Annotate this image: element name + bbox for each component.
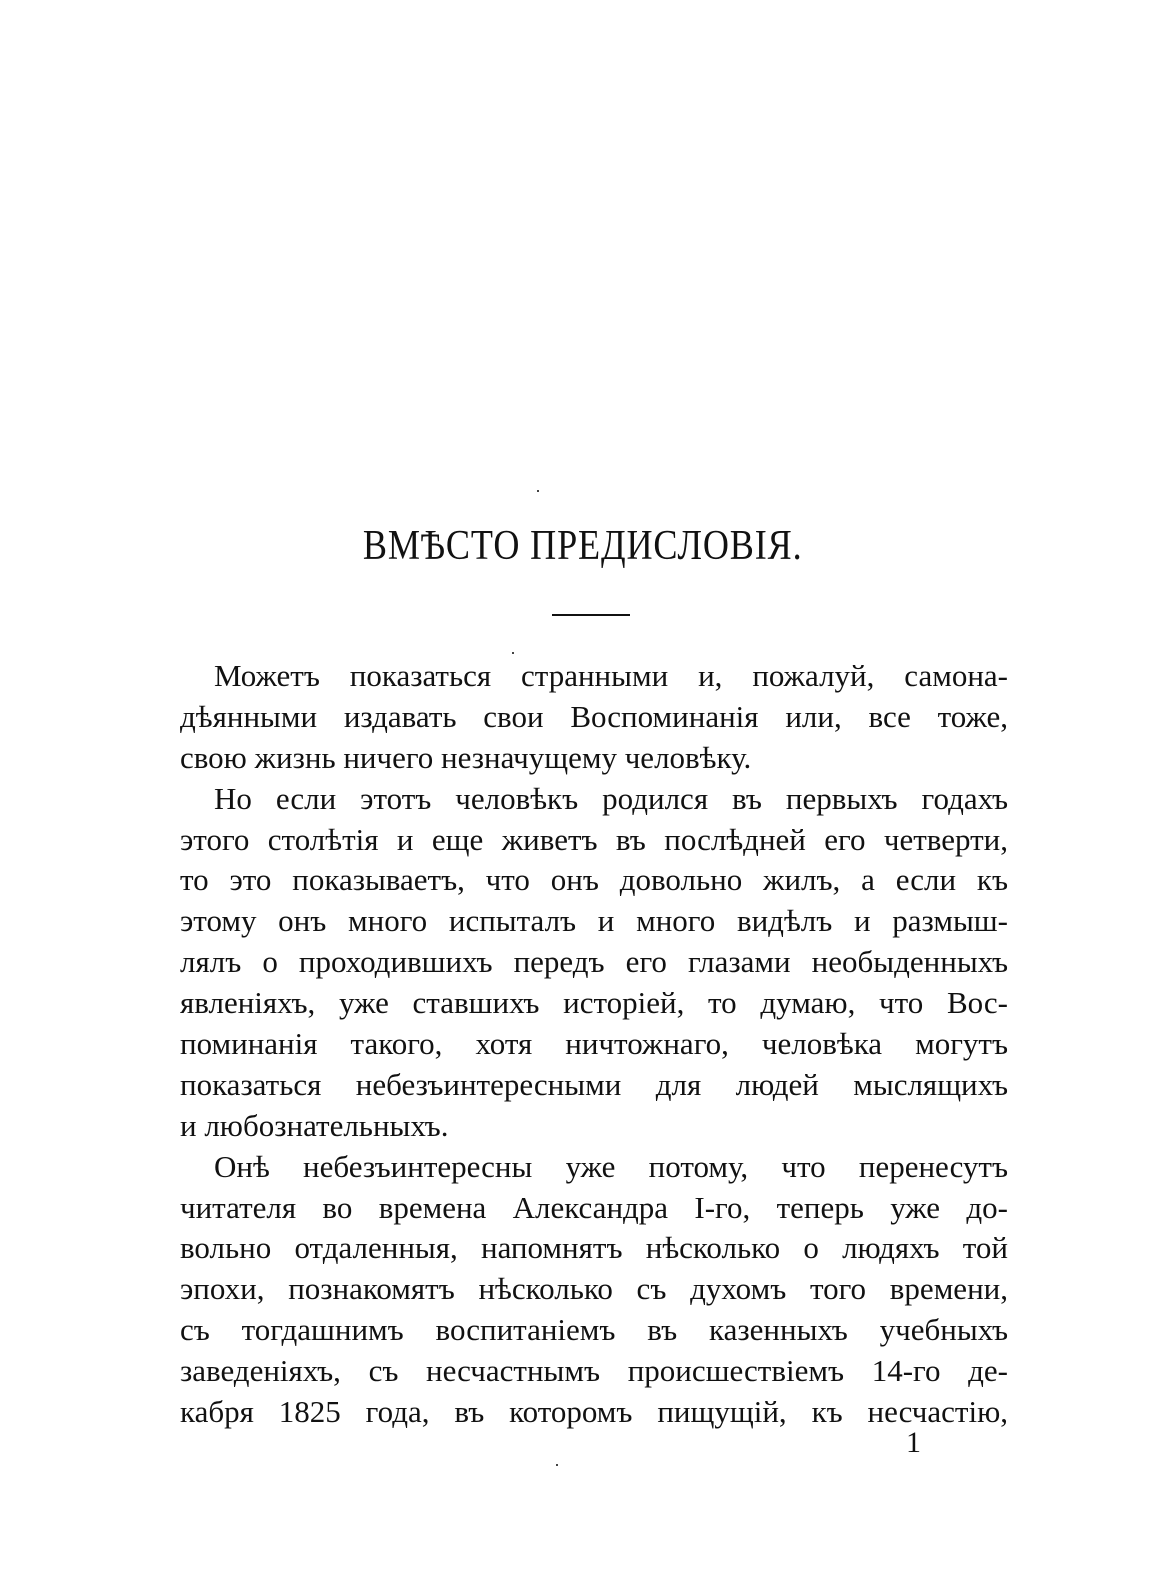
text-line: Онѣ небезъинтересны уже потому, что перенесутъ <box>214 1148 1008 1184</box>
text-line: показаться небезъинтересными для людей мыслящихъ <box>180 1066 1008 1102</box>
title-divider <box>552 614 630 616</box>
page-title: ВМѢСТО ПРЕДИСЛОВІЯ. <box>362 523 803 569</box>
text-line: то это показываетъ, что онъ довольно жилъ, а если къ <box>180 862 1008 898</box>
text-line: Можетъ показаться странными и, пожалуй, самона- <box>214 658 1008 693</box>
print-speck <box>556 1464 558 1466</box>
print-speck <box>537 490 539 492</box>
text-line: Но если этотъ человѣкъ родился въ первыхъ годахъ <box>214 780 1008 816</box>
text-line: этого столѣтія и еще живетъ въ послѣдней его четверти, <box>180 821 1008 857</box>
text-line: этому онъ много испыталъ и много видѣлъ и размыш- <box>180 903 1008 939</box>
text-line: явленіяхъ, уже ставшихъ исторіей, то думаю, что Вос- <box>180 985 1008 1021</box>
text-line: кабря 1825 года, въ которомъ пищущій, къ несчастію, <box>180 1394 1008 1430</box>
text-line: читателя во времена Александра I-го, теперь уже до- <box>180 1189 1008 1225</box>
text-line: заведеніяхъ, съ несчастнымъ происшествіемъ 14-го де- <box>180 1353 1008 1389</box>
text-line: поминанія такого, хотя ничтожнаго, человѣка могутъ <box>180 1026 1008 1062</box>
print-speck <box>512 652 514 654</box>
text-line: свою жизнь ничего незначущему человѣку. <box>180 739 752 775</box>
text-line: лялъ о проходившихъ передъ его глазами необыденныхъ <box>180 944 1008 980</box>
text-line: съ тогдашнимъ воспитаніемъ въ казенныхъ учебныхъ <box>180 1312 1008 1348</box>
page-number: 1 <box>906 1426 921 1459</box>
text-line: дѣянными издавать свои Воспоминанія или, все тоже, <box>180 698 1008 734</box>
text-line: вольно отдаленныя, напомнятъ нѣсколько о людяхъ той <box>180 1230 1008 1266</box>
text-line: и любознательныхъ. <box>180 1107 449 1143</box>
body-text <box>180 656 1008 1433</box>
text-line: эпохи, познакомятъ нѣсколько съ духомъ того времени, <box>180 1271 1008 1307</box>
